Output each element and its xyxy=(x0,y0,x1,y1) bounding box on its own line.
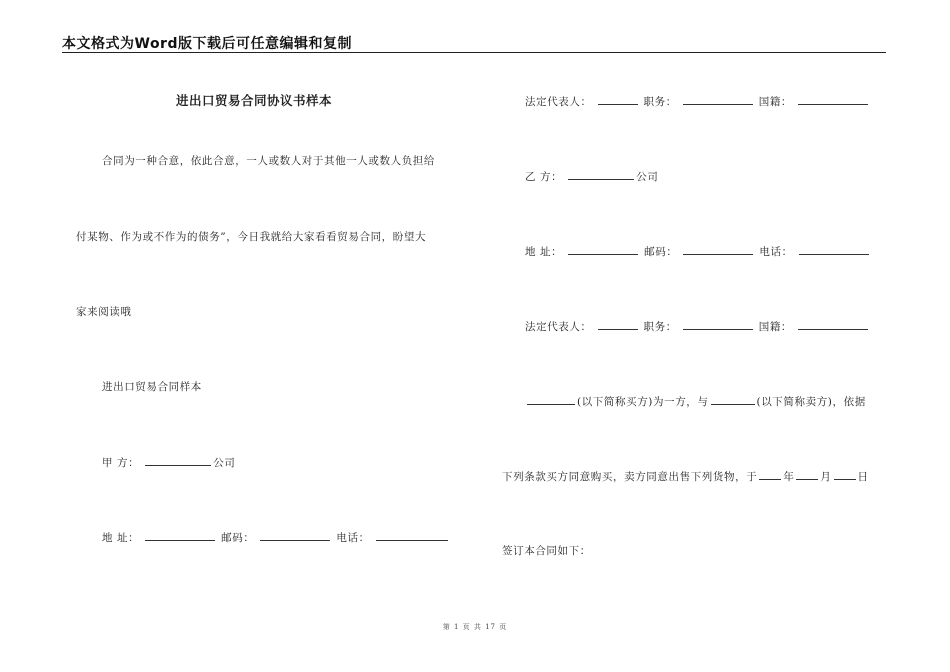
address-label-b: 地 址： xyxy=(525,246,563,258)
month-label: 月 xyxy=(820,471,832,483)
intro-paragraph-line-1: 合同为一种合意，依此合意，一人或数人对于其他一人或数人负担给 xyxy=(102,155,435,167)
header-divider xyxy=(62,52,886,53)
party-b-blank[interactable] xyxy=(568,168,634,180)
postcode-blank[interactable] xyxy=(260,529,330,541)
buyer-blank[interactable] xyxy=(527,393,575,405)
party-a-line xyxy=(102,454,235,470)
party-b-line xyxy=(525,168,658,184)
party-a-contact-line xyxy=(102,529,450,545)
phone-blank-b[interactable] xyxy=(799,243,869,255)
address-blank[interactable] xyxy=(145,529,215,541)
buyer-seller-line xyxy=(525,393,866,409)
year-blank[interactable] xyxy=(759,468,781,480)
sample-heading: 进出口贸易合同样本 xyxy=(102,381,202,393)
month-blank[interactable] xyxy=(796,468,818,480)
party-a-suffix: 公司 xyxy=(213,457,236,469)
nationality-label: 国籍： xyxy=(758,96,793,108)
party-a-rep-line xyxy=(525,93,870,109)
page-number: 第 1 页 共 17 页 xyxy=(442,623,508,631)
party-b-label: 乙 方： xyxy=(525,171,563,183)
phone-label-b: 电话： xyxy=(759,246,793,258)
position-label-b: 职务： xyxy=(643,321,677,333)
postcode-blank-b[interactable] xyxy=(683,243,753,255)
phone-label: 电话： xyxy=(336,532,370,544)
document-header: 本文格式为Word版下载后可任意编辑和复制 xyxy=(62,36,352,52)
day-label: 日 xyxy=(857,471,869,483)
position-blank[interactable] xyxy=(683,93,753,105)
rep-label: 法定代表人： xyxy=(525,96,592,108)
sign-line: 签订本合同如下： xyxy=(502,545,591,557)
rep-blank[interactable] xyxy=(598,93,638,105)
position-blank-b[interactable] xyxy=(683,318,753,330)
buyer-text: (以下简称买方)为一方，与 xyxy=(577,396,709,408)
address-label: 地 址： xyxy=(102,532,140,544)
phone-blank[interactable] xyxy=(376,529,448,541)
seller-blank[interactable] xyxy=(711,393,755,405)
party-b-contact-line xyxy=(525,243,871,259)
intro-paragraph-line-3: 家来阅读哦 xyxy=(76,306,132,318)
party-b-suffix: 公司 xyxy=(636,171,659,183)
nationality-blank-b[interactable] xyxy=(798,318,868,330)
address-blank-b[interactable] xyxy=(568,243,638,255)
intro-paragraph-line-2: 付某物、作为或不作为的债务”，今日我就给大家看看贸易合同，盼望大 xyxy=(76,231,427,243)
party-a-label: 甲 方： xyxy=(102,457,140,469)
party-b-rep-line xyxy=(525,318,870,334)
position-label: 职务： xyxy=(643,96,677,108)
nationality-label-b: 国籍： xyxy=(758,321,793,333)
party-a-blank[interactable] xyxy=(145,454,211,466)
terms-text: 下列条款买方同意购买，卖方同意出售下列货物，于 xyxy=(502,471,758,483)
rep-label-b: 法定代表人： xyxy=(525,321,592,333)
year-label: 年 xyxy=(783,471,795,483)
seller-text: (以下简称卖方)，依据 xyxy=(756,396,866,408)
postcode-label-b: 邮码： xyxy=(644,246,678,258)
terms-line xyxy=(502,468,869,484)
rep-blank-b[interactable] xyxy=(598,318,638,330)
day-blank[interactable] xyxy=(834,468,856,480)
document-title: 进出口贸易合同协议书样本 xyxy=(176,93,333,108)
postcode-label: 邮码： xyxy=(221,532,255,544)
nationality-blank[interactable] xyxy=(798,93,868,105)
